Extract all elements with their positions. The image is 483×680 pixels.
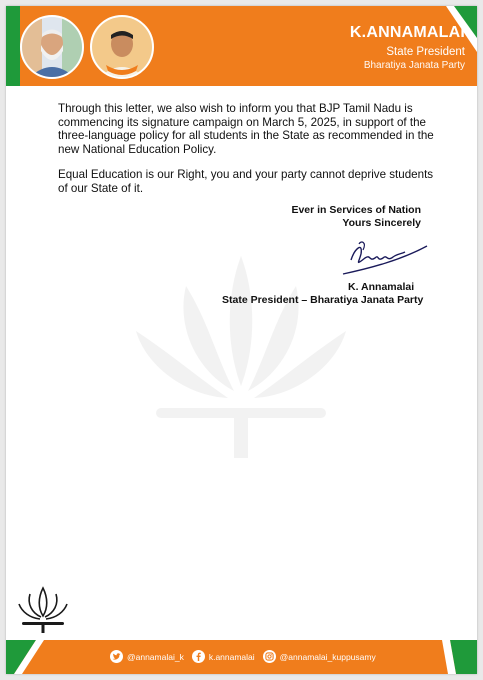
instagram-handle: @annamalai_kuppusamy [279, 651, 376, 662]
portrait-left [20, 15, 84, 79]
letter-paragraph: Through this letter, we also wish to inform you that BJP Tamil Nadu is commencing its signature campaign on March 5, 2025, in support of the three-language policy for all students in the State as recommended in the new National Education Policy. [58, 102, 434, 156]
twitter-icon [110, 650, 123, 663]
letter-body [58, 102, 436, 207]
social-twitter[interactable] [110, 650, 184, 663]
signoff-block [222, 281, 423, 307]
twitter-handle: @annamalai_k [127, 651, 184, 662]
social-links [110, 650, 376, 663]
signature-image [341, 232, 431, 278]
letterhead-footer [6, 640, 477, 674]
social-facebook[interactable] [192, 650, 255, 663]
letterhead-header [6, 6, 477, 86]
lotus-watermark [116, 236, 366, 466]
social-instagram[interactable] [263, 650, 376, 663]
facebook-handle: k.annamalai [208, 651, 255, 662]
closing-line: Ever in Services of Nation [291, 204, 421, 216]
instagram-icon [263, 650, 276, 663]
letterhead-page [6, 6, 477, 674]
closing-line: Yours Sincerely [342, 217, 421, 229]
letter-paragraph: Equal Education is our Right, you and your party cannot deprive students of our State of it. [58, 168, 434, 195]
closing-block [291, 204, 421, 230]
facebook-icon [192, 650, 205, 663]
lotus-logo [16, 584, 70, 634]
header-name: K.ANNAMALAI [349, 24, 465, 41]
portrait-right [90, 15, 154, 79]
signer-title: State President – Bharatiya Janata Party [222, 294, 424, 306]
header-role: State President [386, 46, 465, 58]
signer-name: K. Annamalai [348, 281, 415, 293]
header-party: Bharatiya Janata Party [363, 60, 465, 71]
letterhead-title [350, 24, 465, 71]
